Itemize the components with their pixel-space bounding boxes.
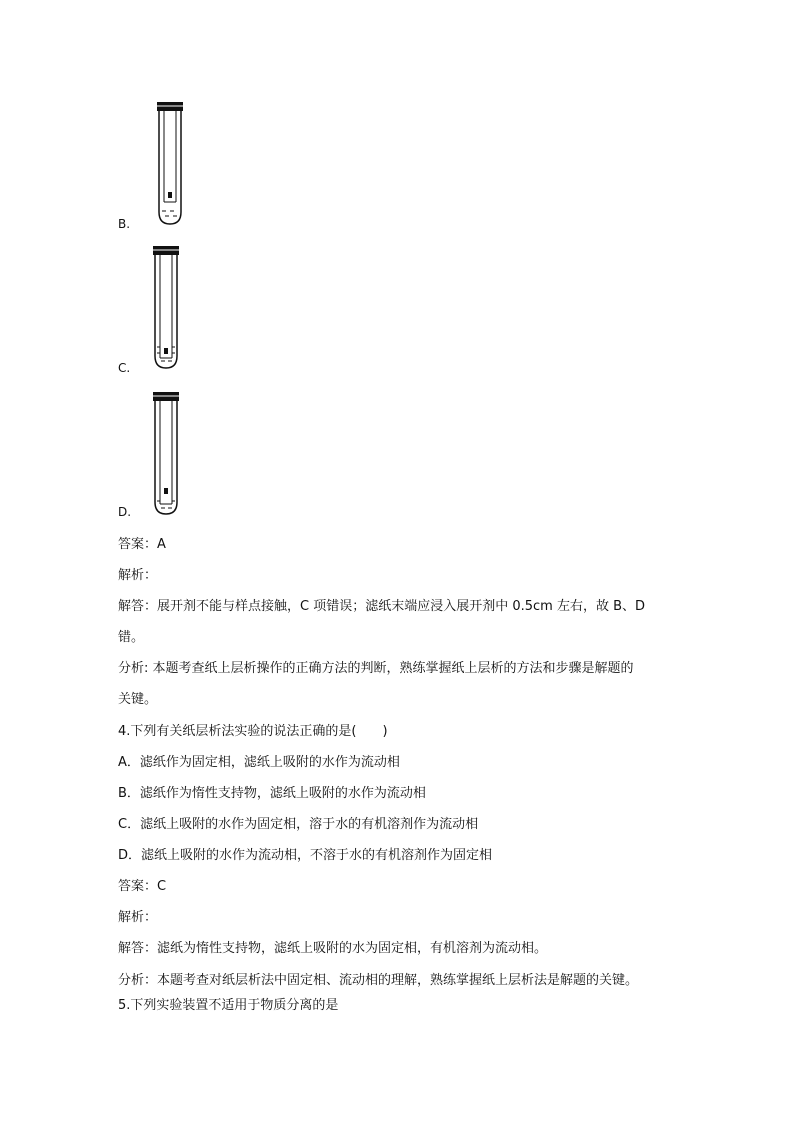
q4-stem: 4.下列有关纸层析法实验的说法正确的是( ) xyxy=(118,724,388,739)
test-tube-figure-b xyxy=(150,100,190,228)
q4-answer: 答案：C xyxy=(118,879,167,894)
q5-stem: 5.下列实验装置不适用于物质分离的是 xyxy=(118,998,339,1013)
test-tube-figure-c xyxy=(146,244,186,372)
q3-analysis-label: 解析： xyxy=(118,568,158,583)
q3-explanation-line1: 解答：展开剂不能与样点接触，C 项错误；滤纸末端应浸入展开剂中 0.5cm 左右，故 B、D xyxy=(118,599,646,614)
q4-comment: 分析：本题考查对纸层析法中固定相、流动相的理解，熟练掌握纸上层析法是解题的关键。 xyxy=(118,973,639,988)
q4-analysis-label: 解析： xyxy=(118,910,158,925)
test-tube-figure-d xyxy=(146,390,186,518)
q4-option-c: C．滤纸上吸附的水作为固定相，溶于水的有机溶剂作为流动相 xyxy=(118,817,479,832)
q3-comment-line2: 关键。 xyxy=(118,692,158,707)
q3-comment-line1: 分析: 本题考查纸上层析操作的正确方法的判断，熟练掌握纸上层析的方法和步骤是解题的 xyxy=(118,661,634,676)
q4-explanation: 解答：滤纸为惰性支持物，滤纸上吸附的水为固定相，有机溶剂为流动相。 xyxy=(118,941,548,956)
figure-d-label: D. xyxy=(118,505,132,519)
q3-explanation-line2: 错。 xyxy=(118,630,145,645)
q3-answer: 答案：A xyxy=(118,537,166,552)
q4-option-b: B．滤纸作为惰性支持物，滤纸上吸附的水作为流动相 xyxy=(118,786,426,801)
figure-b-label: B. xyxy=(118,217,131,231)
q4-option-d: D．滤纸上吸附的水作为流动相，不溶于水的有机溶剂作为固定相 xyxy=(118,848,493,863)
q4-option-a: A．滤纸作为固定相，滤纸上吸附的水作为流动相 xyxy=(118,755,400,770)
figure-c-label: C. xyxy=(118,361,131,375)
